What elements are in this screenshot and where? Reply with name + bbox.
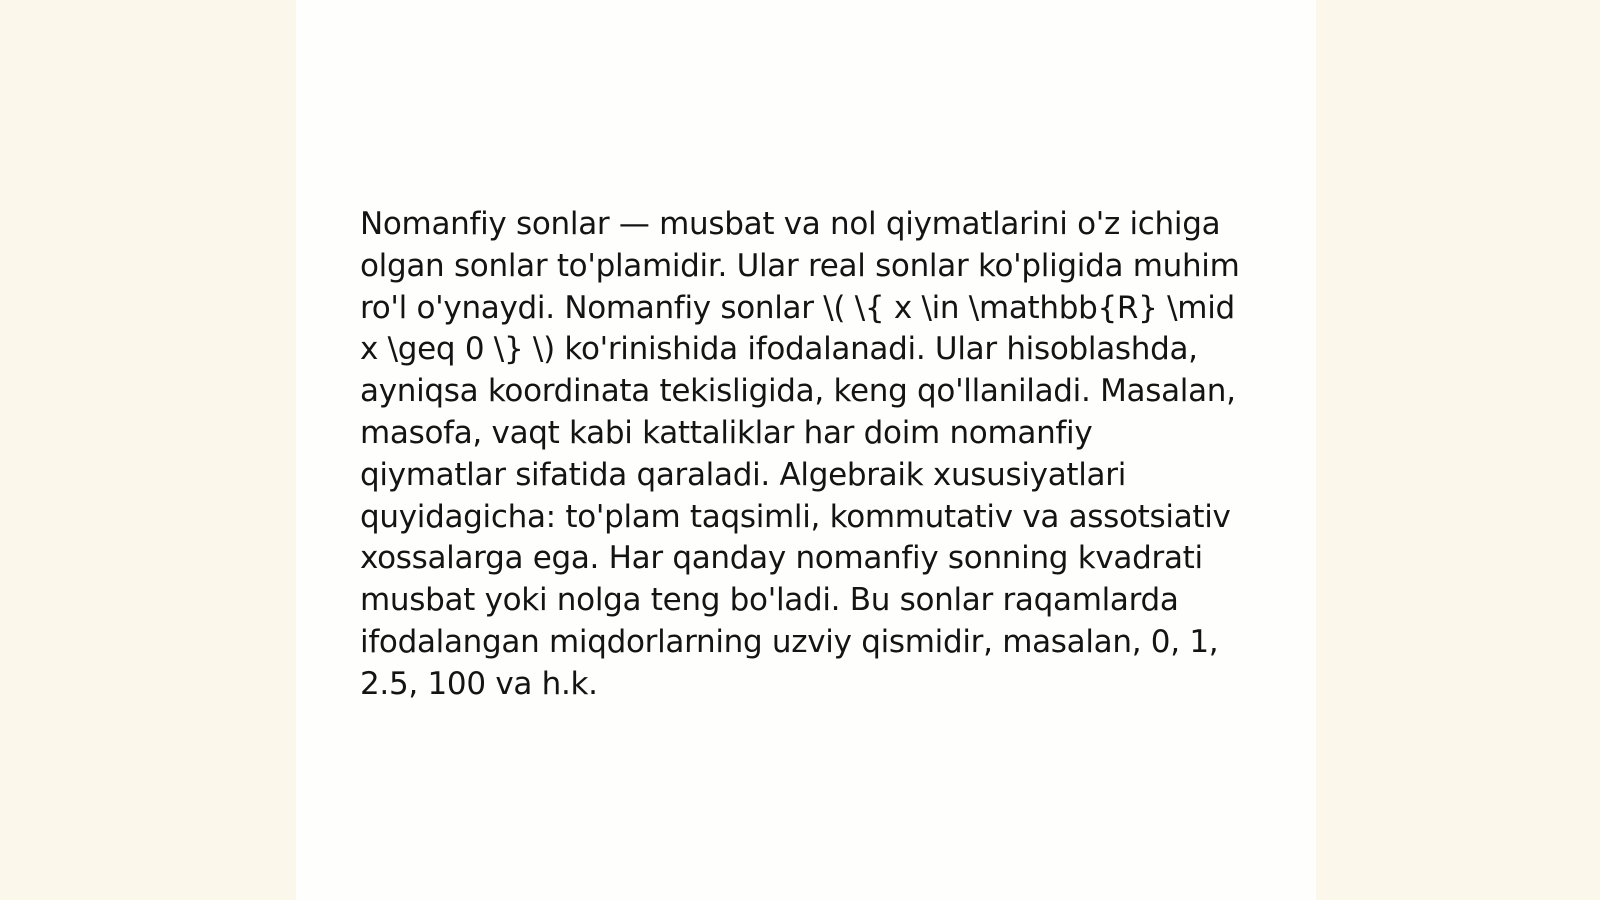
body-paragraph: Nomanfiy sonlar — musbat va nol qiymatlarini o'z ichiga olgan sonlar to'plamidir. Ular real sonlar ko'pligida muhim ro'l o'ynaydi. Nomanfiy sonlar \( \{ x \in \mathbb{R} \mid x \geq 0 \} \) ko'rinishida ifodalanadi. Ular hisoblashda, ayniqsa koordinata tekisligida, keng qo'llaniladi. Masalan, masofa, vaqt kabi kattaliklar har doim nomanfiy qiymatlar sifatida qaraladi. Algebraik xususiyatlari quyidagicha: to'plam taqsimli, kommutativ va assotsiativ xossalarga ega. Har qanday nomanfiy sonning kvadrati musbat yoki nolga teng bo'ladi. Bu sonlar raqamlarda ifodalangan miqdorlarning uzviy qismidir, masalan, 0, 1, 2.5, 100 va h.k.: [360, 206, 1240, 702]
document-page: [296, 0, 1316, 900]
